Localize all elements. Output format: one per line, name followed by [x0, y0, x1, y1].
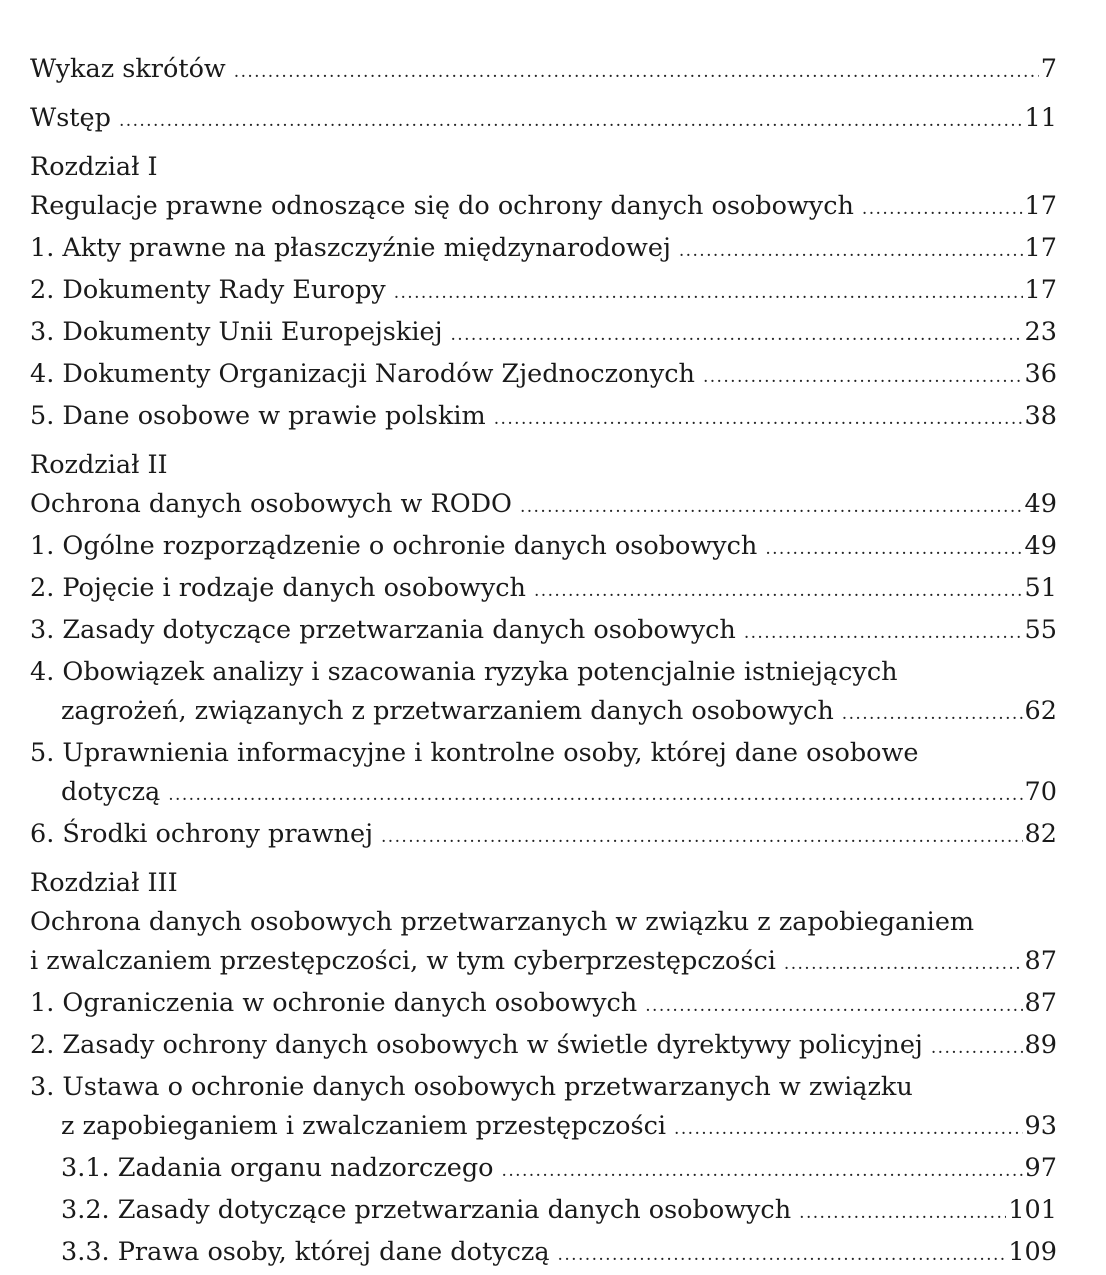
toc-page-number: 87 — [1024, 946, 1057, 976]
leader-dots — [234, 53, 1039, 92]
toc-entry-title: 2. Zasady ochrony danych osobowych w świetle dyrektywy policyjnej — [30, 1030, 923, 1060]
toc-entry[interactable] — [30, 984, 1057, 1026]
toc-entry-title: Wykaz skrótów — [30, 54, 226, 84]
chapter-label-3: Rozdział III — [30, 868, 178, 898]
chapter-label-2: Rozdział II — [30, 450, 168, 480]
toc-entry[interactable] — [30, 611, 1057, 653]
leader-dots — [862, 190, 1023, 229]
leader-dots — [799, 1194, 1006, 1233]
table-of-contents — [30, 50, 1057, 1275]
toc-entry-title: 1. Ograniczenia w ochronie danych osobowych — [30, 988, 638, 1018]
leader-dots — [450, 316, 1022, 355]
toc-page-number: 11 — [1024, 103, 1057, 133]
toc-entry[interactable] — [30, 527, 1057, 569]
toc-entry-title: Regulacje prawne odnoszące się do ochrony danych osobowych — [30, 191, 854, 221]
toc-page-number: 70 — [1024, 777, 1057, 807]
leader-dots — [381, 818, 1023, 857]
toc-page-number: 49 — [1024, 489, 1057, 519]
toc-subentry[interactable] — [30, 1233, 1057, 1275]
toc-entry-title: 1. Akty prawne na płaszczyźnie międzynarodowej — [30, 233, 671, 263]
leader-dots — [784, 945, 1023, 984]
toc-entry-title: Wstęp — [30, 103, 111, 133]
leader-dots — [679, 232, 1023, 271]
toc-entry[interactable] — [30, 313, 1057, 355]
toc-entry-line: 5. Uprawnienia informacyjne i kontrolne osoby, której dane osobowe — [30, 738, 919, 768]
toc-entry[interactable] — [30, 773, 1057, 815]
leader-dots — [744, 614, 1023, 653]
toc-entry-line: Ochrona danych osobowych przetwarzanych w związku z zapobieganiem — [30, 907, 975, 937]
toc-entry-chapter-1-title[interactable] — [30, 187, 1057, 229]
toc-entry-line: 3. Ustawa o ochronie danych osobowych przetwarzanych w związku — [30, 1072, 913, 1102]
toc-entry[interactable] — [30, 355, 1057, 397]
leader-dots — [534, 572, 1023, 611]
toc-page-number: 23 — [1024, 317, 1057, 347]
toc-entry-title: 6. Środki ochrony prawnej — [30, 819, 373, 849]
toc-page-number: 93 — [1024, 1111, 1057, 1141]
toc-entry-title: z zapobieganiem i zwalczaniem przestępczości — [61, 1111, 667, 1141]
leader-dots — [394, 274, 1023, 313]
toc-entry[interactable] — [30, 815, 1057, 857]
toc-entry[interactable] — [30, 569, 1057, 611]
toc-entry-title: 2. Dokumenty Rady Europy — [30, 275, 386, 305]
toc-entry-title: 1. Ogólne rozporządzenie o ochronie danych osobowych — [30, 531, 758, 561]
toc-entry[interactable] — [30, 1026, 1057, 1068]
toc-page-number: 89 — [1024, 1030, 1057, 1060]
toc-entry[interactable] — [30, 1107, 1057, 1149]
leader-dots — [494, 400, 1023, 439]
toc-page-number: 62 — [1024, 696, 1057, 726]
toc-entry-title: 3. Dokumenty Unii Europejskiej — [30, 317, 443, 347]
toc-page-number: 49 — [1024, 531, 1057, 561]
leader-dots — [119, 102, 1023, 141]
leader-dots — [168, 776, 1022, 815]
toc-page-number: 101 — [1008, 1195, 1057, 1225]
toc-entry-chapter-2-title[interactable] — [30, 485, 1057, 527]
toc-entry-title: 2. Pojęcie i rodzaje danych osobowych — [30, 573, 526, 603]
toc-entry-title: dotyczą — [61, 777, 161, 807]
leader-dots — [558, 1236, 1007, 1275]
toc-entry-line: 4. Obowiązek analizy i szacowania ryzyka potencjalnie istniejących — [30, 657, 898, 687]
toc-entry-title: 4. Dokumenty Organizacji Narodów Zjednoczonych — [30, 359, 695, 389]
toc-entry-abbreviations[interactable] — [30, 50, 1057, 92]
toc-entry-title: 3.2. Zasady dotyczące przetwarzania danych osobowych — [61, 1195, 792, 1225]
toc-entry[interactable] — [30, 271, 1057, 313]
toc-page-number: 109 — [1008, 1237, 1057, 1267]
toc-page-number: 17 — [1024, 275, 1057, 305]
leader-dots — [703, 358, 1023, 397]
leader-dots — [520, 488, 1023, 527]
toc-entry-title: 3.1. Zadania organu nadzorczego — [61, 1153, 494, 1183]
toc-entry[interactable] — [30, 397, 1057, 439]
leader-dots — [842, 695, 1023, 734]
toc-subentry[interactable] — [30, 1191, 1057, 1233]
leader-dots — [931, 1029, 1023, 1068]
toc-page-number: 17 — [1024, 233, 1057, 263]
toc-subentry[interactable] — [30, 1149, 1057, 1191]
toc-entry-title: i zwalczaniem przestępczości, w tym cyberprzestępczości — [30, 946, 776, 976]
toc-page-number: 97 — [1024, 1153, 1057, 1183]
leader-dots — [645, 987, 1022, 1026]
leader-dots — [765, 530, 1022, 569]
toc-entry-title: 3.3. Prawa osoby, której dane dotyczą — [61, 1237, 550, 1267]
chapter-label-1: Rozdział I — [30, 152, 158, 182]
toc-page-number: 7 — [1040, 54, 1057, 84]
toc-entry[interactable] — [30, 692, 1057, 734]
leader-dots — [674, 1110, 1023, 1149]
toc-entry-title: 5. Dane osobowe w prawie polskim — [30, 401, 486, 431]
toc-page-number: 17 — [1024, 191, 1057, 221]
leader-dots — [502, 1152, 1023, 1191]
toc-page-number: 51 — [1024, 573, 1057, 603]
toc-entry-title: zagrożeń, związanych z przetwarzaniem danych osobowych — [61, 696, 834, 726]
toc-page-number: 55 — [1024, 615, 1057, 645]
toc-entry[interactable] — [30, 229, 1057, 271]
toc-entry-chapter-3-title[interactable] — [30, 942, 1057, 984]
toc-page-number: 87 — [1024, 988, 1057, 1018]
toc-entry-introduction[interactable] — [30, 99, 1057, 141]
toc-entry-title: Ochrona danych osobowych w RODO — [30, 489, 512, 519]
toc-page-number: 82 — [1024, 819, 1057, 849]
toc-page-number: 38 — [1024, 401, 1057, 431]
toc-entry-title: 3. Zasady dotyczące przetwarzania danych osobowych — [30, 615, 736, 645]
toc-page-number: 36 — [1024, 359, 1057, 389]
